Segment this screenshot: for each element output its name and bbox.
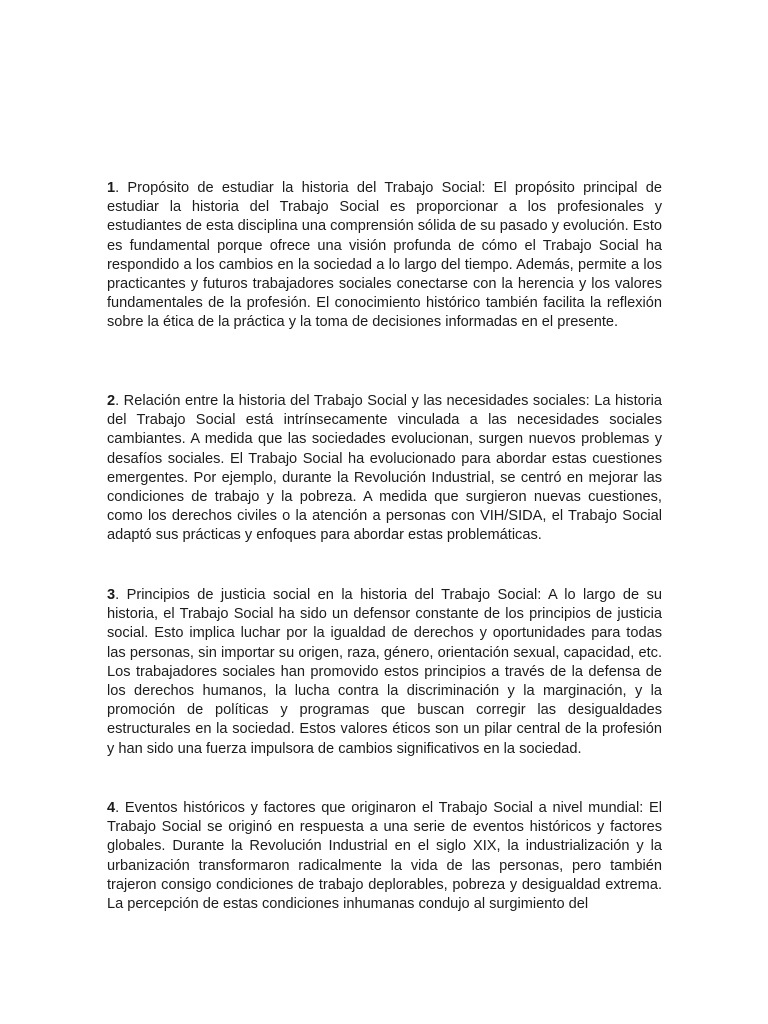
paragraph-text: . Propósito de estudiar la historia del Trabajo Social: El propósito principal de estudiar la historia del Trabajo Social es proporcionar a los profesionales y estudiantes de esta disciplina una comprensión sólida de su pasado y evolución. Esto es fundamental porque ofrece una visión profunda de cómo el Trabajo Social ha respondido a los cambios en la sociedad a lo largo del tiempo. Además, permite a los practicantes y futuros trabajadores sociales conectarse con la herencia y los valores fundamentales de la profesión. El conocimiento histórico también facilita la reflexión sobre la ética de la práctica y la toma de decisiones informadas en el presente. bbox=[107, 180, 662, 331]
paragraph-3 bbox=[107, 586, 662, 759]
paragraph-text: . Principios de justicia social en la historia del Trabajo Social: A lo largo de su historia, el Trabajo Social ha sido un defensor constante de los principios de justicia social. Esto implica luchar por la igualdad de derechos y oportunidades para todas las personas, sin importar su origen, raza, género, orientación sexual, capacidad, etc. Los trabajadores sociales han promovido estos principios a través de la defensa de los derechos humanos, la lucha contra la discriminación y la marginación, y la promoción de políticas y programas que buscan corregir las desigualdades estructurales en la sociedad. Estos valores éticos son un pilar central de la profesión y han sido una fuerza impulsora de cambios significativos en la sociedad. bbox=[107, 587, 662, 757]
paragraph-text: . Eventos históricos y factores que originaron el Trabajo Social a nivel mundial: El Trabajo Social se originó en respuesta a una serie de eventos históricos y factores globales. Durante la Revolución Industrial en el siglo XIX, la industrialización y la urbanización transformaron radicalmente la vida de las personas, pero también trajeron consigo condiciones de trabajo deplorables, pobreza y desigualdad extrema. La percepción de estas condiciones inhumanas condujo al surgimiento del bbox=[107, 800, 662, 913]
paragraph-number: 3 bbox=[107, 587, 116, 603]
paragraph-number: 1 bbox=[107, 180, 116, 196]
paragraph-2 bbox=[107, 392, 662, 546]
paragraph-1 bbox=[107, 179, 662, 333]
paragraph-text: . Relación entre la historia del Trabajo Social y las necesidades sociales: La historia del Trabajo Social está intrínsecamente vinculada a las necesidades sociales cambiantes. A medida que las sociedades evolucionan, surgen nuevos problemas y desafíos sociales. El Trabajo Social ha evolucionado para abordar estas cuestiones emergentes. Por ejemplo, durante la Revolución Industrial, se centró en mejorar las condiciones de trabajo y la pobreza. A medida que surgieron nuevas cuestiones, como los derechos civiles o la atención a personas con VIH/SIDA, el Trabajo Social adaptó sus prácticas y enfoques para abordar estas problemáticas. bbox=[107, 393, 662, 544]
paragraph-4 bbox=[107, 799, 662, 914]
paragraph-number: 2 bbox=[107, 393, 116, 409]
paragraph-number: 4 bbox=[107, 800, 116, 816]
